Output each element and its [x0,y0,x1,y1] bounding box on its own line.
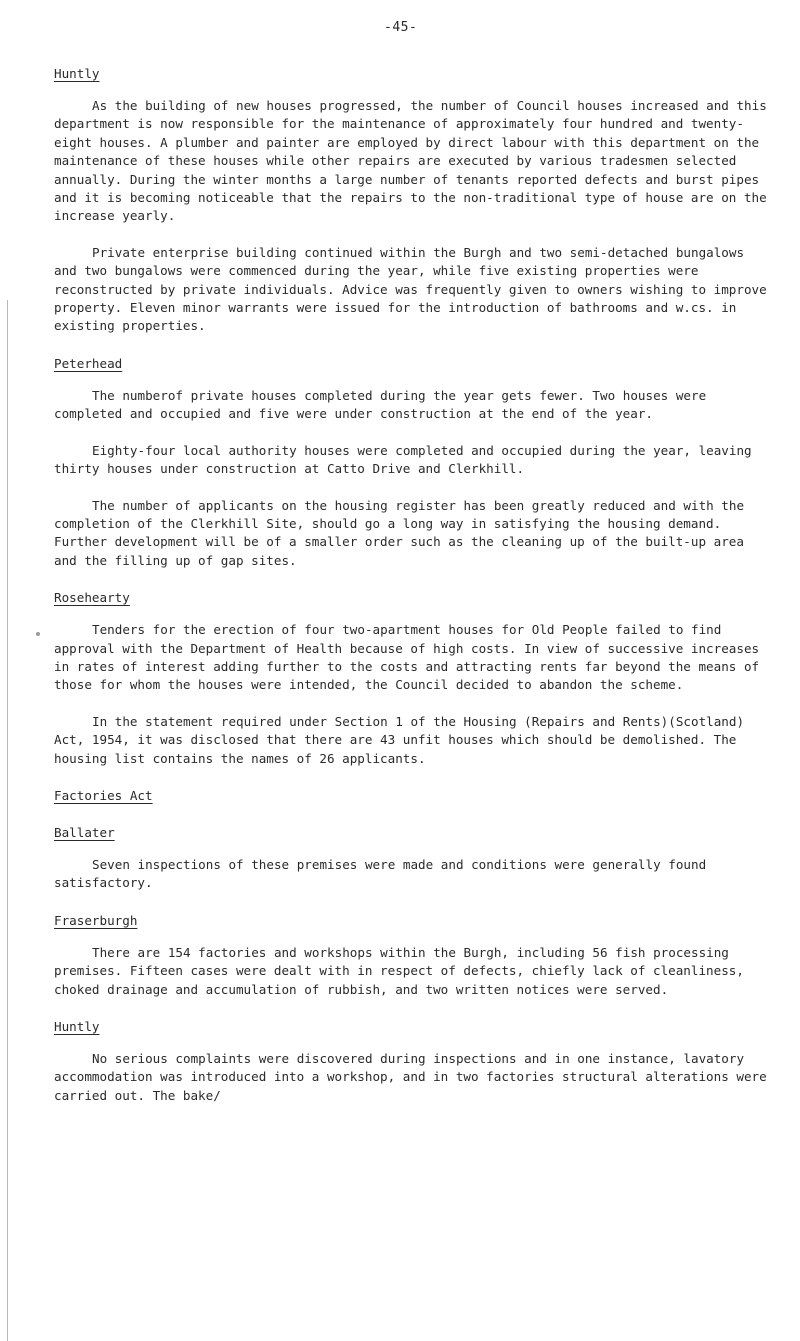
section-heading-huntly: Huntly [54,66,100,81]
paragraph: There are 154 factories and workshops within the Burgh, including 56 fish processing premises. Fifteen cases were dealt with in respect of defects, chiefly lack of cleanliness, choked drainage and accumulation of rubbish, and two written notices were served. [54,944,744,997]
document-body [54,64,772,1105]
section-heading-peterhead: Peterhead [54,355,123,371]
paragraph: As the building of new houses progressed, the number of Council houses increased and this department is now responsible for the maintenance of approximately four hundred and twenty-eight houses. A plumber and painter are employed by direct labour with this department on the maintenance of these houses while other repairs are executed by various tradesmen selected annually. During the winter months a large number of tenants reported defects and burst pipes and it is becoming noticeable that the repairs to the non-traditional type of house are on the increase yearly. [54,98,767,224]
page-number: -45- [384,20,418,35]
paragraph: The number of applicants on the housing register has been greatly reduced and with the completion of the Clerkhill Site, should go a long way in satisfying the housing demand. Further development will be of a smaller order such as the cleaning up of the built-up area and the filling up of gap sites. [54,497,745,568]
paragraph: In the statement required under Section 1 of the Housing (Repairs and Rents)(Scotland) Act, 1954, it was disclosed that there are 43 unfit houses which should be demolished. The housing list contains the names of 26 applicants. [54,713,745,766]
paragraph: Seven inspections of these premises were made and conditions were generally found satisfactory. [54,856,707,891]
margin-mark [36,632,40,636]
paragraph: Private enterprise building continued within the Burgh and two semi-detached bungalows and two bungalows were commenced during the year, while five existing properties were reconstructed by private individuals. Advice was frequently given to owners wishing to improve property. Eleven minor warrants were issued for the introduction of bathrooms and w.cs. in existing properties. [54,244,767,334]
section-heading-huntly-factories: Huntly [54,1019,100,1034]
section-heading-factories-act: Factories Act [54,787,153,803]
paragraph: Eighty-four local authority houses were completed and occupied during the year, leaving thirty houses under construction at Catto Drive and Clerkhill. [54,442,752,477]
left-margin-line [7,300,8,1341]
paragraph: No serious complaints were discovered during inspections and in one instance, lavatory accommodation was introduced into a workshop, and in two factories structural alterations were carried out. The bake/ [54,1051,767,1103]
section-heading-rosehearty: Rosehearty [54,590,130,606]
section-heading-fraserburgh: Fraserburgh [54,912,138,928]
section-heading-ballater: Ballater [54,824,115,840]
paragraph: The numberof private houses completed during the year gets fewer. Two houses were completed and occupied and five were under construction at the end of the year. [54,387,707,422]
paragraph: Tenders for the erection of four two-apartment houses for Old People failed to find approval with the Department of Health because of high costs. In view of successive increases in rates of interest adding further to the costs and attracting rents far beyond the means of those for whom the houses were intended, the Council decided to abandon the scheme. [54,622,760,693]
